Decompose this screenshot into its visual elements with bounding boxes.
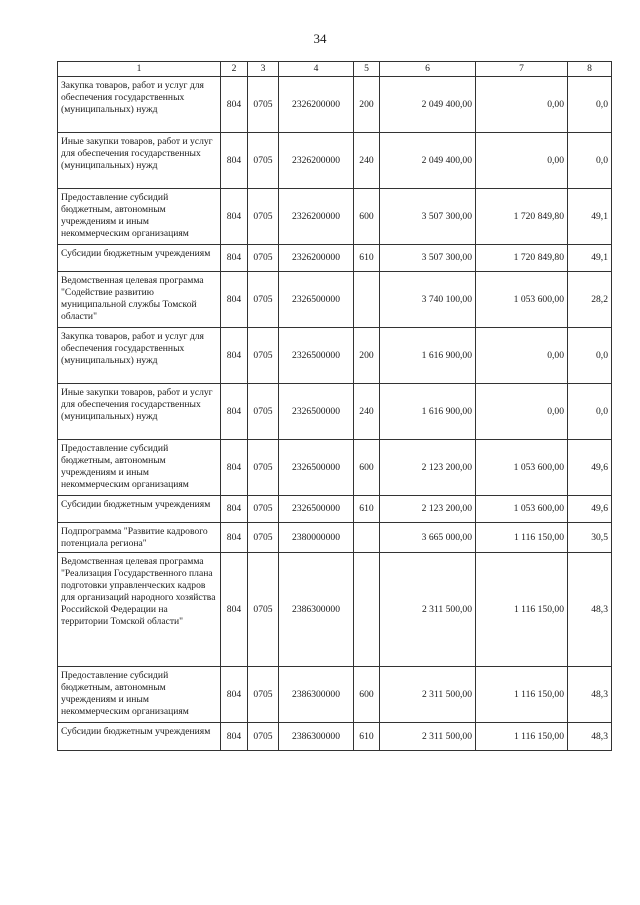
cell-planned: 1 616 900,00: [380, 384, 476, 440]
cell-ministry: 804: [221, 189, 248, 245]
column-header: 1: [58, 62, 221, 77]
row-name: Субсидии бюджетным учреждениям: [58, 496, 221, 523]
cell-executed: 0,00: [476, 77, 568, 133]
cell-executed: 1 720 849,80: [476, 245, 568, 272]
cell-section: 0705: [248, 189, 279, 245]
cell-planned: 3 507 300,00: [380, 245, 476, 272]
cell-ministry: 804: [221, 272, 248, 328]
cell-executed: 0,00: [476, 384, 568, 440]
cell-planned: 2 311 500,00: [380, 723, 476, 751]
cell-target-article: 2326200000: [279, 245, 354, 272]
cell-percent: 49,6: [568, 496, 612, 523]
cell-executed: 1 116 150,00: [476, 667, 568, 723]
column-header: 7: [476, 62, 568, 77]
page-number: 34: [313, 31, 327, 46]
cell-target-article: 2326200000: [279, 189, 354, 245]
column-header: 3: [248, 62, 279, 77]
cell-expense-type: 200: [354, 328, 380, 384]
cell-expense-type: 600: [354, 440, 380, 496]
cell-planned: 2 049 400,00: [380, 77, 476, 133]
cell-percent: 30,5: [568, 523, 612, 553]
cell-ministry: 804: [221, 523, 248, 553]
cell-planned: 3 507 300,00: [380, 189, 476, 245]
cell-section: 0705: [248, 440, 279, 496]
cell-percent: 49,1: [568, 189, 612, 245]
cell-percent: 48,3: [568, 723, 612, 751]
table-row: [58, 384, 612, 440]
cell-section: 0705: [248, 723, 279, 751]
cell-expense-type: 610: [354, 723, 380, 751]
cell-expense-type: 240: [354, 133, 380, 189]
row-name: Закупка товаров, работ и услуг для обеспечения государственных (муниципальных) нужд: [58, 77, 221, 133]
cell-percent: 28,2: [568, 272, 612, 328]
table-row: [58, 272, 612, 328]
table-row: [58, 189, 612, 245]
cell-ministry: 804: [221, 667, 248, 723]
cell-expense-type: [354, 553, 380, 667]
column-header: 8: [568, 62, 612, 77]
cell-expense-type: 600: [354, 189, 380, 245]
cell-section: 0705: [248, 523, 279, 553]
cell-section: 0705: [248, 77, 279, 133]
column-header: 4: [279, 62, 354, 77]
cell-executed: 1 116 150,00: [476, 523, 568, 553]
cell-ministry: 804: [221, 133, 248, 189]
cell-section: 0705: [248, 133, 279, 189]
column-header: 5: [354, 62, 380, 77]
cell-section: 0705: [248, 245, 279, 272]
cell-target-article: 2326500000: [279, 496, 354, 523]
cell-percent: 48,3: [568, 667, 612, 723]
table-row: [58, 523, 612, 553]
budget-table: [57, 61, 612, 751]
table-row: [58, 667, 612, 723]
row-name: Иные закупки товаров, работ и услуг для обеспечения государственных (муниципальных) нужд: [58, 384, 221, 440]
cell-target-article: 2326200000: [279, 133, 354, 189]
cell-ministry: 804: [221, 328, 248, 384]
table-row: [58, 328, 612, 384]
cell-ministry: 804: [221, 723, 248, 751]
cell-target-article: 2326500000: [279, 440, 354, 496]
row-name: Субсидии бюджетным учреждениям: [58, 723, 221, 751]
row-name: Ведомственная целевая программа "Содействие развитию муниципальной службы Томской области": [58, 272, 221, 328]
cell-target-article: 2380000000: [279, 523, 354, 553]
cell-target-article: 2386300000: [279, 553, 354, 667]
cell-target-article: 2326500000: [279, 328, 354, 384]
cell-executed: 1 053 600,00: [476, 440, 568, 496]
cell-planned: 2 123 200,00: [380, 496, 476, 523]
row-name: Ведомственная целевая программа "Реализация Государственного плана подготовки управленческих кадров для организаций народного хозяйства Российской Федерации на территории Томской области": [58, 553, 221, 667]
cell-target-article: 2326500000: [279, 384, 354, 440]
row-name: Иные закупки товаров, работ и услуг для обеспечения государственных (муниципальных) нужд: [58, 133, 221, 189]
row-name: Подпрограмма "Развитие кадрового потенциала региона": [58, 523, 221, 553]
column-header: 6: [380, 62, 476, 77]
column-header: 2: [221, 62, 248, 77]
cell-percent: 0,0: [568, 133, 612, 189]
cell-ministry: 804: [221, 77, 248, 133]
row-name: Предоставление субсидий бюджетным, автономным учреждениям и иным некоммерческим организациям: [58, 440, 221, 496]
cell-ministry: 804: [221, 384, 248, 440]
cell-planned: 3 665 000,00: [380, 523, 476, 553]
cell-planned: 2 049 400,00: [380, 133, 476, 189]
cell-expense-type: [354, 272, 380, 328]
table-row: [58, 496, 612, 523]
cell-percent: 49,1: [568, 245, 612, 272]
cell-ministry: 804: [221, 440, 248, 496]
cell-target-article: 2386300000: [279, 723, 354, 751]
cell-planned: 2 123 200,00: [380, 440, 476, 496]
cell-section: 0705: [248, 553, 279, 667]
cell-section: 0705: [248, 496, 279, 523]
table-row: [58, 77, 612, 133]
cell-executed: 1 053 600,00: [476, 272, 568, 328]
cell-executed: 1 116 150,00: [476, 553, 568, 667]
table-row: [58, 440, 612, 496]
cell-target-article: 2326200000: [279, 77, 354, 133]
table-header-row: [58, 62, 612, 77]
table-row: [58, 553, 612, 667]
cell-planned: 2 311 500,00: [380, 667, 476, 723]
cell-expense-type: 200: [354, 77, 380, 133]
cell-ministry: 804: [221, 496, 248, 523]
cell-executed: 1 116 150,00: [476, 723, 568, 751]
cell-ministry: 804: [221, 245, 248, 272]
cell-planned: 1 616 900,00: [380, 328, 476, 384]
cell-executed: 1 720 849,80: [476, 189, 568, 245]
cell-percent: 0,0: [568, 328, 612, 384]
cell-executed: 0,00: [476, 328, 568, 384]
row-name: Субсидии бюджетным учреждениям: [58, 245, 221, 272]
cell-percent: 49,6: [568, 440, 612, 496]
cell-target-article: 2326500000: [279, 272, 354, 328]
cell-executed: 0,00: [476, 133, 568, 189]
cell-section: 0705: [248, 384, 279, 440]
row-name: Закупка товаров, работ и услуг для обеспечения государственных (муниципальных) нужд: [58, 328, 221, 384]
cell-target-article: 2386300000: [279, 667, 354, 723]
table-row: [58, 245, 612, 272]
row-name: Предоставление субсидий бюджетным, автономным учреждениям и иным некоммерческим организациям: [58, 189, 221, 245]
cell-expense-type: 240: [354, 384, 380, 440]
cell-expense-type: 600: [354, 667, 380, 723]
cell-section: 0705: [248, 667, 279, 723]
cell-ministry: 804: [221, 553, 248, 667]
cell-percent: 0,0: [568, 77, 612, 133]
table-row: [58, 723, 612, 751]
cell-planned: 2 311 500,00: [380, 553, 476, 667]
cell-expense-type: 610: [354, 496, 380, 523]
cell-executed: 1 053 600,00: [476, 496, 568, 523]
cell-percent: 0,0: [568, 384, 612, 440]
table-row: [58, 133, 612, 189]
cell-expense-type: [354, 523, 380, 553]
row-name: Предоставление субсидий бюджетным, автономным учреждениям и иным некоммерческим организациям: [58, 667, 221, 723]
cell-expense-type: 610: [354, 245, 380, 272]
cell-section: 0705: [248, 272, 279, 328]
cell-section: 0705: [248, 328, 279, 384]
cell-percent: 48,3: [568, 553, 612, 667]
cell-planned: 3 740 100,00: [380, 272, 476, 328]
